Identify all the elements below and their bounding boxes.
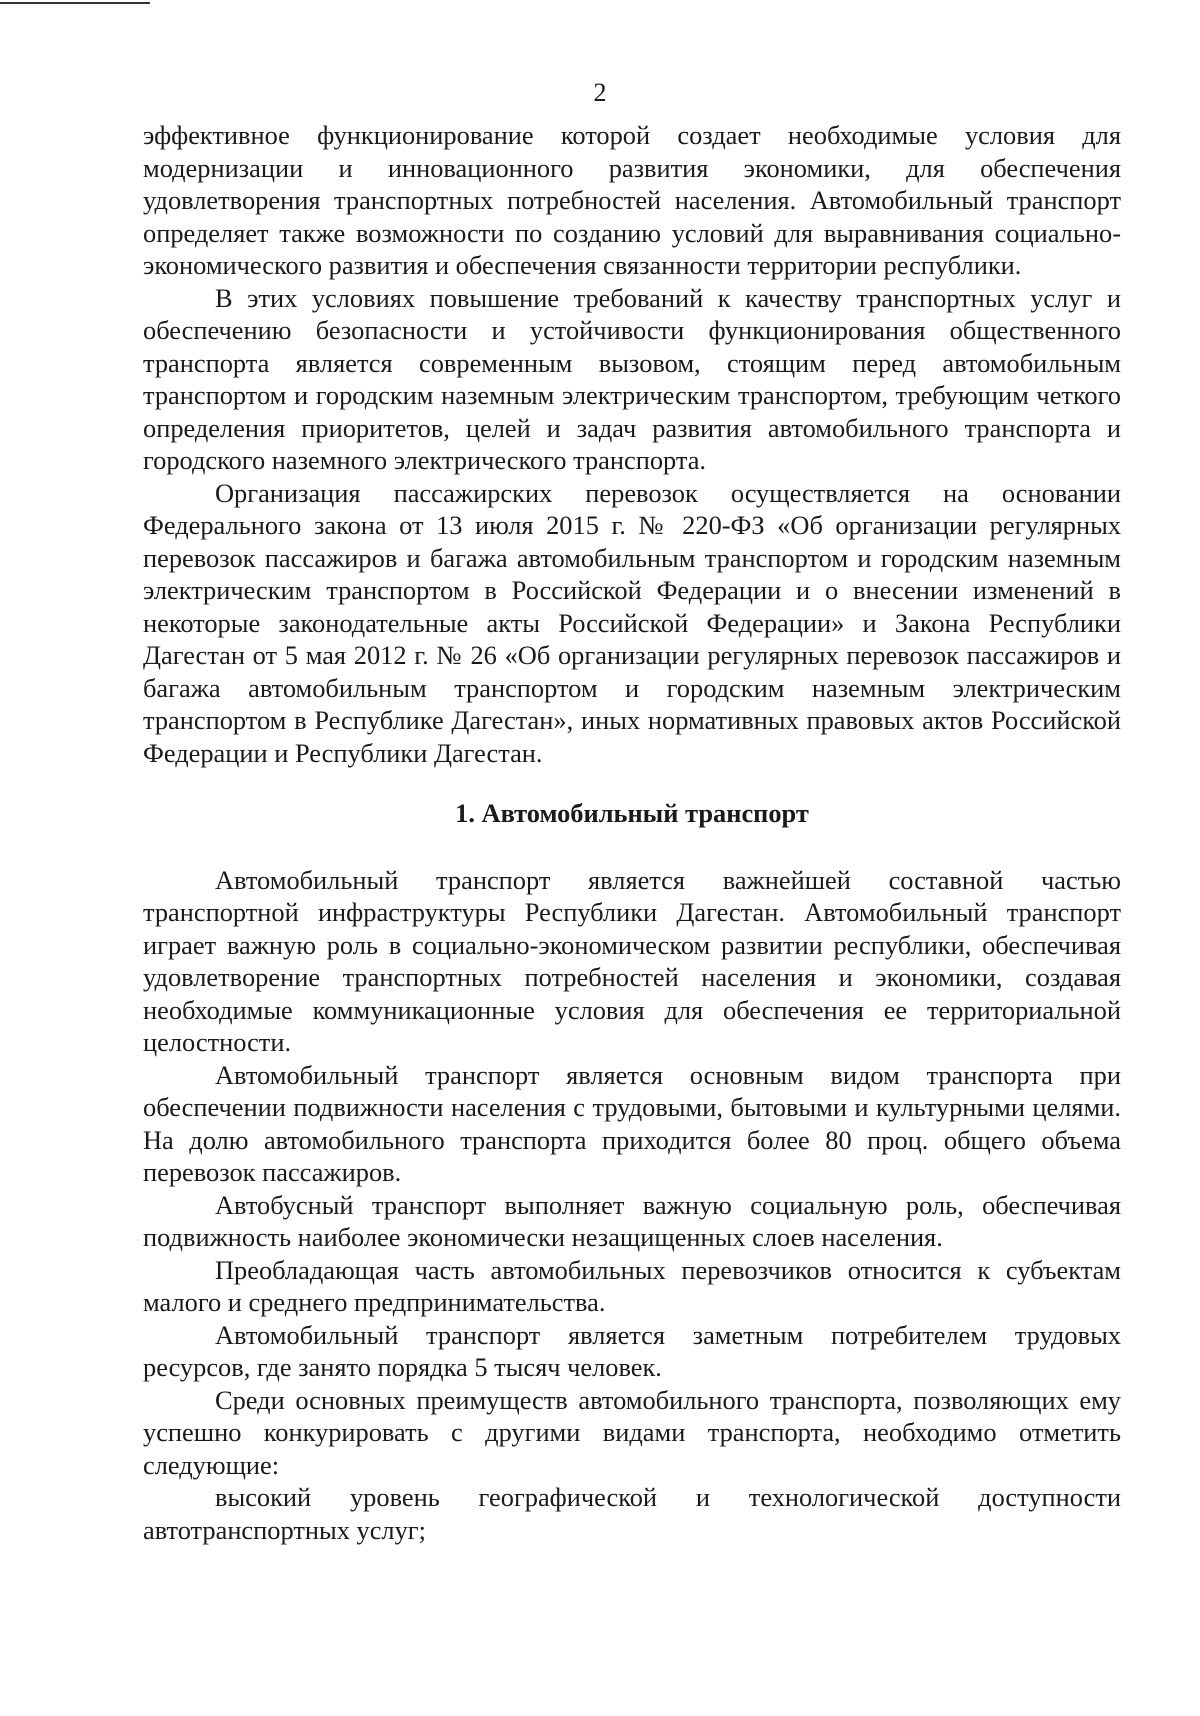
paragraph: В этих условиях повышение требований к качеству транспортных услуг и обеспечению безопасности и устойчивости функционирования общественного транспорта является современным вызовом, стоящим перед автомобильным транспортом и городским наземным электрическим транспортом, требующим четкого определения приоритетов, целей и задач развития автомобильного транспорта и городского наземного электрического транспорта. [143, 282, 1121, 475]
scan-edge-line [0, 2, 150, 4]
paragraph: Организация пассажирских перевозок осуществляется на основании Федерального закона от 13 июля 2015 г. № 220-ФЗ «Об организации регулярных перевозок пассажиров и багажа автомобильным транспортом и городским наземным электрическим транспортом в Российской Федерации и о внесении изменений в некоторые законодательные акты Российской Федерации» и Закона Республики Дагестан от 5 мая 2012 г. № 26 «Об организации регулярных перевозок пассажиров и багажа автомобильным транспортом и городским наземным электрическим транспортом в Республике Дагестан», иных нормативных правовых актов Российской Федерации и Республики Дагестан. [143, 477, 1121, 768]
paragraph: Автомобильный транспорт является важнейшей составной частью транспортной инфраструктуры Республики Дагестан. Автомобильный транспорт играет важную роль в социально-экономическом развитии республики, обеспечивая удовлетворение транспортных потребностей населения и экономики, создавая необходимые коммуникационные условия для обеспечения ее территориальной целостности. [143, 864, 1121, 1057]
list-item-paragraph: высокий уровень географической и технологической доступности автотранспортных услуг; [143, 1482, 1121, 1545]
section-heading: 1. Автомобильный транспорт [455, 798, 809, 828]
paragraph: Преобладающая часть автомобильных перевозчиков относится к субъектам малого и среднего предпринимательства. [143, 1254, 1121, 1317]
page-number: 2 [593, 78, 607, 107]
paragraph: Автобусный транспорт выполняет важную социальную роль, обеспечивая подвижность наиболее экономически незащищенных слоев населения. [143, 1189, 1121, 1252]
paragraph: Автомобильный транспорт является основным видом транспорта при обеспечении подвижности населения с трудовыми, бытовыми и культурными целями. На долю автомобильного транспорта приходится более 80 проц. общего объема перевозок пассажиров. [143, 1059, 1121, 1187]
paragraph: эффективное функционирование которой создает необходимые условия для модернизации и инновационного развития экономики, для обеспечения удовлетворения транспортных потребностей населения. Автомобильный транспорт определяет также возможности по созданию условий для выравнивания социально-экономического развития и обеспечения связанности территории республики. [143, 120, 1121, 280]
document-body [143, 119, 1121, 1546]
paragraph: Автомобильный транспорт является заметным потребителем трудовых ресурсов, где занято порядка 5 тысяч человек. [143, 1319, 1121, 1382]
paragraph: Среди основных преимуществ автомобильного транспорта, позволяющих ему успешно конкурировать с другими видами транспорта, необходимо отметить следующие: [143, 1384, 1121, 1480]
